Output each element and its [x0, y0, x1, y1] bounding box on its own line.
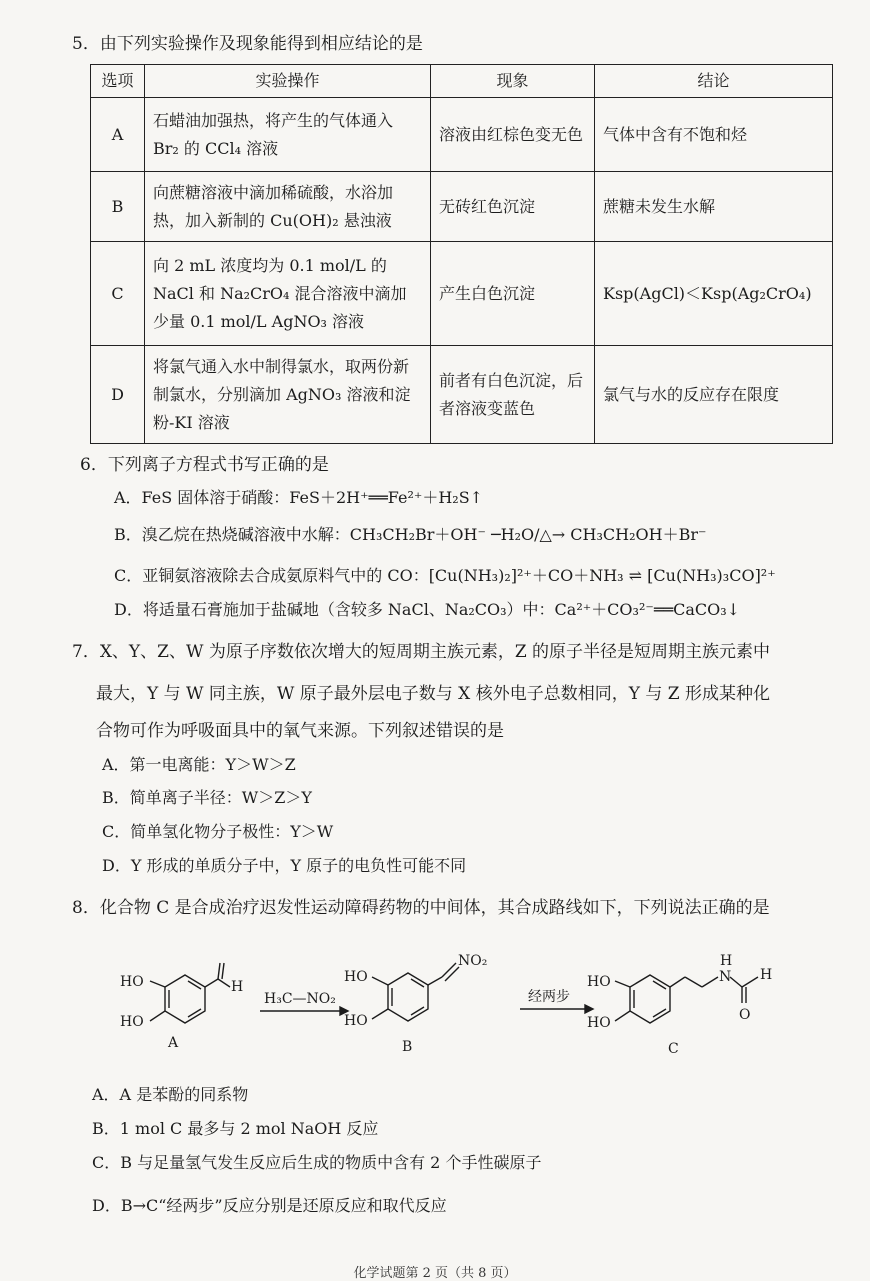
header-phenomenon: 现象: [431, 65, 595, 98]
row-option: D: [91, 346, 145, 444]
row-conclusion: 蔗糖未发生水解: [595, 172, 833, 242]
q6-option-b: B．溴乙烷在热烧碱溶液中水解：CH₃CH₂Br＋OH⁻ ─H₂O/△→ CH₃CH₂OH＋Br⁻: [114, 525, 707, 544]
row-option: A: [91, 98, 145, 172]
table-row: [91, 346, 833, 444]
q7-stem-line-2: 最大，Y 与 W 同主族，W 原子最外层电子数与 X 核外电子总数相同，Y 与 Z 形成某种化: [96, 684, 770, 704]
compound-b-no2: NO₂: [458, 953, 488, 969]
compound-a-ring: [165, 975, 205, 1023]
row-conclusion: 氯气与水的反应存在限度: [595, 346, 833, 444]
q6-option-c: C．亚铜氨溶液除去合成氨原料气中的 CO：[Cu(NH₃)₂]²⁺＋CO＋NH₃ ⇌ [Cu(NH₃)₃CO]²⁺: [114, 566, 776, 585]
q7-option-d: D．Y 形成的单质分子中，Y 原子的电负性可能不同: [102, 856, 467, 875]
compound-b-ho-1: HO: [344, 969, 368, 985]
q8-option-d: D．B→C“经两步”反应分别是还原反应和取代反应: [92, 1196, 447, 1215]
compound-a-h: H: [231, 979, 244, 995]
row-phenomenon: 产生白色沉淀: [431, 242, 595, 346]
q5-stem: 5．由下列实验操作及现象能得到相应结论的是: [72, 34, 423, 54]
row-phenomenon: 无砖红色沉淀: [431, 172, 595, 242]
compound-b-ho-2: HO: [344, 1013, 368, 1029]
page-footer: 化学试题第 2 页（共 8 页）: [353, 1266, 517, 1281]
compound-c-n: N: [719, 969, 732, 985]
header-operation: 实验操作: [145, 65, 431, 98]
q8-option-b: B．1 mol C 最多与 2 mol NaOH 反应: [92, 1119, 379, 1138]
q8-stem: 8．化合物 C 是合成治疗迟发性运动障碍药物的中间体，其合成路线如下，下列说法正确的是: [72, 898, 770, 918]
table-row: [91, 172, 833, 242]
row-option: C: [91, 242, 145, 346]
row-option: B: [91, 172, 145, 242]
row-operation: 向 2 mL 浓度均为 0.1 mol/L 的 NaCl 和 Na₂CrO₄ 混合溶液中滴加少量 0.1 mol/L AgNO₃ 溶液: [145, 242, 431, 346]
compound-c-ring: [630, 975, 670, 1023]
compound-a-ho-2: HO: [120, 1014, 144, 1030]
row-operation: 向蔗糖溶液中滴加稀硫酸，水浴加热，加入新制的 Cu(OH)₂ 悬浊液: [145, 172, 431, 242]
row-operation: 石蜡油加强热，将产生的气体通入 Br₂ 的 CCl₄ 溶液: [145, 98, 431, 172]
q6-stem: 6．下列离子方程式书写正确的是: [80, 455, 329, 475]
compound-c-ho-1: HO: [587, 974, 611, 990]
synthesis-scheme: [90, 945, 830, 1069]
q7-option-b: B．简单离子半径：W＞Z＞Y: [102, 788, 312, 807]
reagent-1: H₃C—NO₂: [264, 991, 336, 1007]
q8-option-a: A．A 是苯酚的同系物: [92, 1085, 249, 1104]
experiment-table: [90, 64, 833, 444]
compound-c-label: C: [668, 1041, 679, 1057]
table-row: [91, 242, 833, 346]
compound-c-ho-2: HO: [587, 1015, 611, 1031]
reagent-2: 经两步: [528, 989, 570, 1005]
q6-option-d: D．将适量石膏施加于盐碱地（含较多 NaCl、Na₂CO₃）中：Ca²⁺＋CO₃²⁻══CaCO₃↓: [114, 600, 741, 619]
compound-b-label: B: [402, 1039, 413, 1055]
row-conclusion: Ksp(AgCl)＜Ksp(Ag₂CrO₄): [595, 242, 833, 346]
q7-option-a: A．第一电离能：Y＞W＞Z: [102, 755, 296, 774]
q6-option-a: A．FeS 固体溶于硝酸：FeS＋2H⁺══Fe²⁺＋H₂S↑: [114, 488, 484, 507]
row-conclusion: 气体中含有不饱和烃: [595, 98, 833, 172]
q8-option-c: C．B 与足量氢气发生反应后生成的物质中含有 2 个手性碳原子: [92, 1153, 542, 1172]
table-row: [91, 98, 833, 172]
compound-c-o: O: [739, 1007, 751, 1023]
compound-a-label: A: [168, 1035, 179, 1051]
row-operation: 将氯气通入水中制得氯水，取两份新制氯水，分别滴加 AgNO₃ 溶液和淀粉-KI 溶液: [145, 346, 431, 444]
compound-c-nh-h: H: [720, 953, 733, 969]
header-conclusion: 结论: [595, 65, 833, 98]
compound-b-ring: [388, 973, 428, 1021]
row-phenomenon: 溶液由红棕色变无色: [431, 98, 595, 172]
compound-c-cho-h: H: [760, 967, 773, 983]
q7-option-c: C．简单氢化物分子极性：Y＞W: [102, 822, 334, 841]
compound-a-ho-1: HO: [120, 974, 144, 990]
table-header-row: [91, 65, 833, 98]
q7-stem-line-1: 7．X、Y、Z、W 为原子序数依次增大的短周期主族元素，Z 的原子半径是短周期主族元素中: [72, 642, 771, 662]
q7-stem-line-3: 合物可作为呼吸面具中的氧气来源。下列叙述错误的是: [96, 721, 504, 741]
row-phenomenon: 前者有白色沉淀，后者溶液变蓝色: [431, 346, 595, 444]
header-option: 选项: [91, 65, 145, 98]
